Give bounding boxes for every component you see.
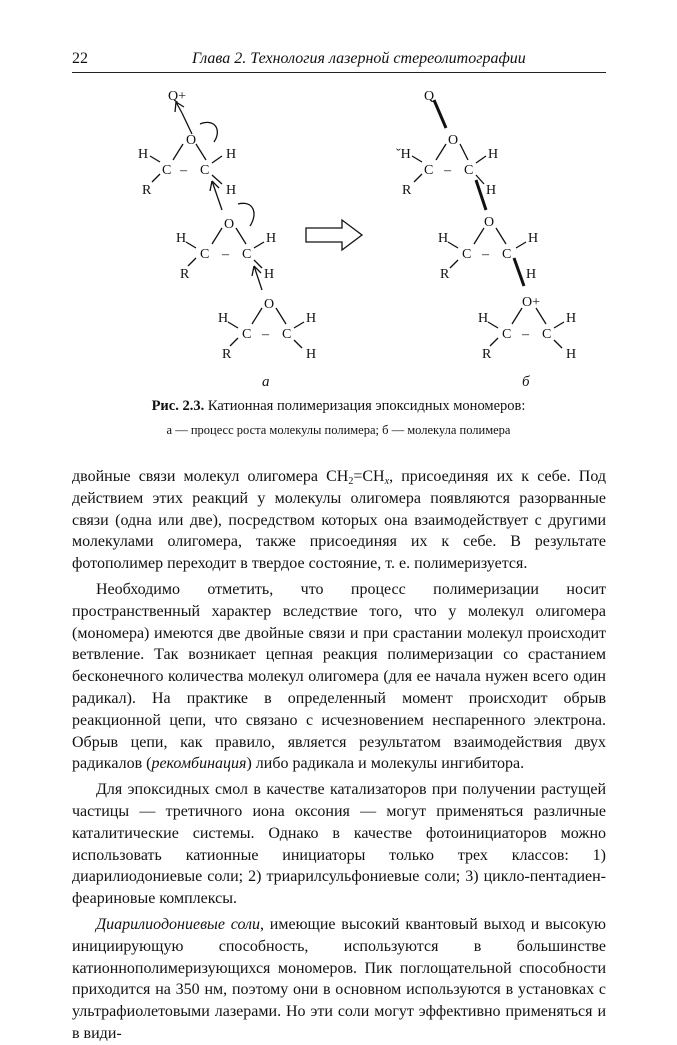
atom-o: O bbox=[484, 215, 495, 230]
paragraph: Для эпоксидных смол в качестве катализаторов при получении растущей частицы — третичного иона оксония — могут применяться различные каталитические системы. Однако в качестве фотоинициаторов можно использовать катионные инициаторы только трех классов: 1) диарилиодониевые соли; 2) триарилсульфониевые соли; 3) цикло-пентадиен-феариновые комплексы. bbox=[72, 781, 606, 908]
subfigure-label-a: а bbox=[262, 374, 270, 390]
atom-r: R bbox=[482, 347, 492, 362]
bond-line bbox=[150, 156, 160, 162]
bond-line bbox=[228, 322, 238, 328]
bond-line bbox=[554, 322, 564, 328]
atom-h: H bbox=[218, 311, 229, 326]
bond-line bbox=[252, 308, 262, 324]
thick-bond bbox=[434, 100, 446, 128]
bond-line bbox=[276, 308, 286, 324]
subscript: 2 bbox=[348, 476, 354, 487]
paragraph bbox=[72, 466, 606, 575]
bond-line bbox=[490, 338, 498, 346]
body-text bbox=[72, 466, 606, 1045]
atom-h: H bbox=[488, 147, 499, 162]
atom-h: H bbox=[264, 267, 275, 282]
paragraph-text: ) либо радикала и молекулы ингибитора. bbox=[246, 755, 525, 773]
atom-r: R bbox=[180, 267, 190, 282]
emphasis: Диарилиодониевые соли bbox=[96, 915, 261, 933]
bond-dash: – bbox=[522, 327, 529, 342]
bond-line bbox=[436, 144, 446, 160]
electron-arrow bbox=[200, 122, 217, 142]
bond-line bbox=[236, 228, 246, 244]
reaction-arrow bbox=[306, 220, 362, 250]
subscript: x bbox=[384, 476, 390, 487]
atom-c: C bbox=[462, 247, 472, 262]
paragraph-text: двойные связи молекул олигомера CH bbox=[72, 468, 349, 485]
atom-r: R bbox=[142, 183, 152, 198]
bond-line bbox=[450, 260, 458, 268]
atom-o: O bbox=[224, 217, 235, 232]
bond-line bbox=[294, 340, 302, 348]
atom-r: R bbox=[440, 267, 450, 282]
caption-text: Катионная полимеризация эпоксидных мономеров: bbox=[207, 398, 526, 414]
emphasis: рекомбинация bbox=[151, 755, 247, 773]
bond-dash: – bbox=[482, 247, 489, 262]
bond-line bbox=[554, 340, 562, 348]
bond-line bbox=[474, 228, 484, 244]
reaction-figure bbox=[0, 78, 677, 398]
atom-h: H bbox=[306, 347, 317, 362]
atom-q: Q bbox=[424, 89, 435, 104]
paragraph-text: , имеющие высокий квантовый выход и высокую инициирующую способность, используются в большинстве катионнополимеризующихся мономеров. Пик поглощательной способности приходится на 350 нм, поэтому они в основном используются в установках с ультрафиолетовыми лазерами. Но эти соли могут эффективно применяться и в види- bbox=[72, 915, 606, 1042]
atom-h: H bbox=[478, 311, 489, 326]
atom-c: C bbox=[502, 247, 512, 262]
atom-h: H bbox=[266, 231, 277, 246]
paragraph bbox=[72, 579, 606, 775]
paragraph-text: , присоединяя их к себе. Под действием этих реакций у молекулы олигомера появляются разорванные связи (одна или две), посредством которых она взаимодействует с другими молекулами олигомера, также присоединяя их к себе. В результате фотополимер переходит в твердое состояние, т. е. полимеризуется. bbox=[72, 468, 607, 573]
bond-line bbox=[412, 156, 422, 162]
figure-caption bbox=[0, 398, 677, 415]
atom-h: H bbox=[438, 231, 449, 246]
bond-line bbox=[536, 308, 546, 324]
bond-dash: – bbox=[222, 247, 229, 262]
atom-h: H bbox=[566, 311, 577, 326]
paragraph-text: =CH bbox=[353, 468, 385, 485]
atom-o-plus: O+ bbox=[522, 295, 541, 310]
atom-h: H bbox=[226, 147, 237, 162]
figure-subcaption: а — процесс роста молекулы полимера; б — молекула полимера bbox=[166, 423, 511, 437]
bond-dash: – bbox=[444, 163, 451, 178]
bond-line bbox=[414, 174, 422, 182]
atom-c: C bbox=[464, 163, 474, 178]
paragraph-text: Необходимо отметить, что процесс полимеризации носит пространственный характер вследствие того, что у молекул олигомера (мономера) имеются две двойные связи и при срастании молекул происходит ветвление. Так возникает цепная реакция полимеризации со срастанием бесконечного количества молекул олигомера (для ее начала нужен всего один радикал). На практике в определенный момент происходит обрыв реакционной цепи, что связано с исчезновением неспаренного электрона. Обрыв цепи, как правило, является результатом взаимодействия двух радикалов ( bbox=[72, 580, 606, 773]
atom-o: O bbox=[264, 297, 275, 312]
bond-line bbox=[186, 242, 196, 248]
bond-line bbox=[516, 242, 526, 248]
bond-line bbox=[294, 322, 304, 328]
subfigure-label-b: б bbox=[522, 374, 530, 390]
atom-c: C bbox=[542, 327, 552, 342]
atom-c: C bbox=[242, 247, 252, 262]
bond-line bbox=[488, 322, 498, 328]
atom-c: C bbox=[200, 247, 210, 262]
atom-h: H bbox=[486, 183, 497, 198]
atom-c: C bbox=[162, 163, 172, 178]
atom-h: H bbox=[306, 311, 317, 326]
atom-q-plus: Q+ bbox=[168, 89, 187, 104]
atom-h: H bbox=[528, 231, 539, 246]
atom-c: C bbox=[282, 327, 292, 342]
atom-h: H bbox=[138, 147, 149, 162]
bond-dash: – bbox=[262, 327, 269, 342]
atom-c: C bbox=[424, 163, 434, 178]
atom-c: C bbox=[502, 327, 512, 342]
thick-bond bbox=[476, 180, 486, 210]
page-header bbox=[72, 50, 606, 73]
atom-h: H bbox=[226, 183, 237, 198]
atom-r: R bbox=[402, 183, 412, 198]
bond-line bbox=[212, 228, 222, 244]
bond-line bbox=[496, 228, 506, 244]
page-number: 22 bbox=[72, 50, 88, 67]
bond-line bbox=[188, 258, 196, 266]
bond-line bbox=[254, 242, 264, 248]
atom-r: R bbox=[222, 347, 232, 362]
running-title: Глава 2. Технология лазерной стереолитографии bbox=[192, 50, 526, 67]
paragraph bbox=[72, 914, 606, 1045]
atom-c: C bbox=[200, 163, 210, 178]
atom-o: O bbox=[186, 133, 197, 148]
bond-line bbox=[512, 308, 522, 324]
bond-line bbox=[173, 144, 183, 160]
caption-number: Рис. 2.3. bbox=[151, 398, 205, 414]
atom-h: H bbox=[566, 347, 577, 362]
bond-line bbox=[182, 113, 192, 134]
thick-bond bbox=[514, 258, 524, 286]
bond-line bbox=[152, 174, 160, 182]
atom-h: H bbox=[526, 267, 537, 282]
atom-o: O bbox=[448, 133, 459, 148]
electron-arrow bbox=[238, 203, 254, 226]
bond-line bbox=[448, 242, 458, 248]
atom-h: ˇH bbox=[396, 147, 411, 162]
bond-line bbox=[196, 144, 206, 160]
bond-line bbox=[212, 156, 222, 163]
bond-dash: – bbox=[180, 163, 187, 178]
bond-line bbox=[460, 144, 468, 160]
bond-line bbox=[476, 156, 486, 163]
bond-line bbox=[230, 338, 238, 346]
atom-h: H bbox=[176, 231, 187, 246]
atom-c: C bbox=[242, 327, 252, 342]
